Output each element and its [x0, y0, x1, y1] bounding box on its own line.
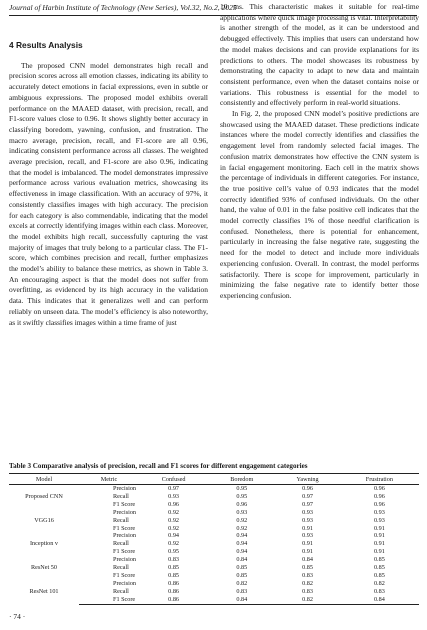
score-cell: 0.82 — [302, 579, 313, 587]
score-cell: 0.96 — [168, 500, 179, 508]
metric-cell: F1 Score — [113, 548, 136, 556]
metric-cell: Precision — [113, 556, 137, 564]
score-cell: 0.96 — [236, 500, 248, 508]
score-cell: 0.83 — [302, 587, 313, 595]
score-cell: 0.84 — [302, 556, 313, 564]
results-table — [9, 473, 419, 605]
score-cell: 0.92 — [168, 508, 179, 516]
score-cell: 0.95 — [236, 492, 248, 500]
table-row — [9, 580, 419, 588]
right-paragraph-continued: 10 ms. This characteristic makes it suitable for real-time applications where quick image processing is vital. Interpretability is another strength of the model, as it can be understood and debugged effectively. This implies that users can understand how the model makes decisions and can provide explanations for its predictions to others. The model showcases its robustness by demonstrating the capacity to adapt to new data and maintain consistent performance, even when the dataset contains noise or variations. This robustness is essential for the model to consistently and effectively perform in real-world situations. — [220, 2, 419, 108]
score-cell: 0.93 — [373, 516, 385, 524]
score-cell: 0.84 — [208, 596, 275, 604]
table-row — [9, 485, 419, 493]
results-table-wrapper — [9, 473, 419, 605]
table-row — [9, 509, 419, 517]
score-cell: 0.96 — [373, 500, 385, 508]
table-body — [9, 485, 419, 605]
score-cell: 0.86 — [168, 587, 179, 595]
score-cell: 0.96 — [373, 492, 385, 500]
model-cell: Proposed CNN — [25, 492, 63, 500]
right-paragraph: In Fig. 2, the proposed CNN model’s positive predictions are showcased using the MAAED dataset. These predictions indicate instances where the model correctly identifies and classifies the engagement level from randomly selected facial images. The confusion matrix demonstrates how effective the CNN system is in facial engagement monitoring. Each cell in the matrix shows the percentage of individuals in different categories. For instance, the true positive cell’s value of 0.93 indicates that the model correctly identified 93% of confused individuals. On the other hand, the value of 0.01 in the false positive cell indicates that the model correctly classifies 1% of those needful clarification is confused. Nonetheless, there is potential for enhancement, particularly in increasing the false negative rate, suggesting the need for the model to detect and include more individuals experiencing confusion. Overall. In contrast, the model performs satisfactorily. There is scope for improvement, particularly in minimizing the false negative rate to identify better those experiencing confusion. — [220, 109, 419, 300]
score-cell: 0.85 — [373, 556, 385, 564]
metric-cell: F1 Score — [79, 596, 139, 604]
score-cell: 0.83 — [302, 571, 313, 579]
score-cell: 0.91 — [373, 548, 385, 556]
score-cell: 0.93 — [168, 492, 179, 500]
left-column — [9, 20, 208, 328]
score-cell: 0.97 — [168, 485, 179, 492]
score-cell: 0.85 — [168, 564, 179, 572]
metric-cell: Recall — [113, 540, 129, 548]
score-cell: 0.94 — [236, 540, 248, 548]
metric-cell: Recall — [113, 516, 129, 524]
metric-cell: Precision — [113, 532, 137, 540]
column-header: Model — [35, 475, 53, 483]
score-cell: 0.97 — [302, 500, 313, 508]
table-caption: Table 3 Comparative analysis of precision, recall and F1 scores for different engagement categories — [9, 462, 308, 470]
score-cell: 0.91 — [302, 524, 313, 532]
score-cell: 0.92 — [168, 540, 179, 548]
column-header: Yawning — [296, 475, 319, 483]
column-header: Boredom — [230, 475, 254, 483]
model-cell: VGG16 — [34, 516, 54, 524]
score-cell: 0.85 — [373, 564, 385, 572]
score-cell: 0.86 — [139, 596, 208, 604]
score-cell: 0.93 — [373, 508, 385, 516]
metric-cell: F1 Score — [113, 524, 136, 532]
score-cell: 0.94 — [236, 532, 248, 540]
table-header-row — [9, 474, 419, 485]
score-cell: 0.93 — [302, 516, 313, 524]
model-cell: Inception v — [29, 540, 58, 548]
score-cell: 0.85 — [168, 571, 179, 579]
column-header: Metric — [100, 475, 118, 483]
score-cell: 0.94 — [168, 532, 179, 540]
score-cell: 0.92 — [168, 524, 179, 532]
score-cell: 0.82 — [275, 596, 339, 604]
page-number: · 74 · — [9, 612, 26, 621]
score-cell: 0.85 — [302, 564, 313, 572]
score-cell: 0.91 — [302, 548, 313, 556]
score-cell: 0.93 — [302, 508, 313, 516]
running-head: Journal of Harbin Institute of Technology (New Series), Vol.32, No.2, 2025 — [9, 3, 237, 12]
score-cell: 0.94 — [236, 548, 248, 556]
section-heading: 4 Results Analysis — [9, 40, 83, 50]
score-cell: 0.82 — [236, 579, 248, 587]
metric-cell: Recall — [113, 492, 129, 500]
score-cell: 0.95 — [236, 485, 248, 492]
score-cell: 0.97 — [302, 492, 313, 500]
score-cell: 0.91 — [302, 540, 313, 548]
score-cell: 0.83 — [373, 587, 385, 595]
score-cell: 0.93 — [236, 508, 248, 516]
metric-cell: Precision — [113, 579, 137, 587]
score-cell: 0.95 — [168, 548, 179, 556]
score-cell: 0.86 — [168, 579, 179, 587]
score-cell: 0.82 — [373, 579, 385, 587]
score-cell: 0.85 — [373, 571, 385, 579]
score-cell: 0.83 — [236, 587, 248, 595]
metric-cell: Precision — [113, 485, 137, 492]
metric-cell: Recall — [113, 587, 129, 595]
metric-cell: Recall — [113, 564, 129, 572]
score-cell: 0.84 — [236, 556, 248, 564]
score-cell: 0.83 — [168, 556, 179, 564]
table-row — [9, 532, 419, 540]
score-cell: 0.92 — [168, 516, 179, 524]
model-cell: ResNet 101 — [29, 588, 59, 596]
metric-cell: F1 Score — [113, 500, 136, 508]
score-cell: 0.96 — [373, 485, 385, 492]
metric-cell: Precision — [113, 508, 137, 516]
score-cell: 0.92 — [236, 524, 248, 532]
score-cell: 0.91 — [373, 540, 385, 548]
metric-cell: F1 Score — [113, 571, 136, 579]
score-cell: 0.96 — [302, 485, 313, 492]
table-row — [9, 556, 419, 564]
score-cell: 0.93 — [302, 532, 313, 540]
right-column — [220, 2, 419, 302]
left-paragraph: The proposed CNN model demonstrates high recall and precision scores across all emotion classes, indicating its ability to accurately detect emotions in facial expressions, even in subtle or ambiguous expressions. The proposed model exhibits overall performance on the MAAED dataset, with precision, recall, and F1-score values close to 0.96. It shows slightly better accuracy in classifying boredom, yawning, confusion, and frustration. The macro average, precision, recall, and F1-score are all 0.96, indicating consistent performance across all classes. The weighted average precision, recall, and F1-score are also 0.96, indicating that the model is imbalanced. The model demonstrates impressive performance across various evaluation metrics, showcasing its effectiveness in image classification. With an accuracy of 97%, it consistently classifies images with high accuracy. The precision for each category is also commendable, indicating that the model excels at correctly identifying images within each class. Moreover, the model exhibits high recall, successfully capturing the vast majority of images that truly belong to a particular class. The F1-score, which combines precision and recall, further emphasizes the model’s ability to balance these metrics, as shown in Table 3. An encouraging aspect is that the model does not suffer from overfitting, as evidenced by its high accuracy in the validation data. This indicates that it generalizes well and can perform reliably on unseen data. The model’s efficiency is also noteworthy, as it swiftly classifies images within a time frame of just — [9, 60, 208, 327]
score-cell: 0.85 — [236, 571, 248, 579]
score-cell: 0.84 — [340, 596, 419, 604]
score-cell: 0.91 — [373, 532, 385, 540]
score-cell: 0.92 — [236, 516, 248, 524]
score-cell: 0.91 — [373, 524, 385, 532]
score-cell: 0.85 — [236, 564, 248, 572]
model-cell: ResNet 50 — [31, 564, 57, 572]
column-header: Frustration — [365, 475, 393, 483]
column-header: Confused — [161, 475, 186, 483]
